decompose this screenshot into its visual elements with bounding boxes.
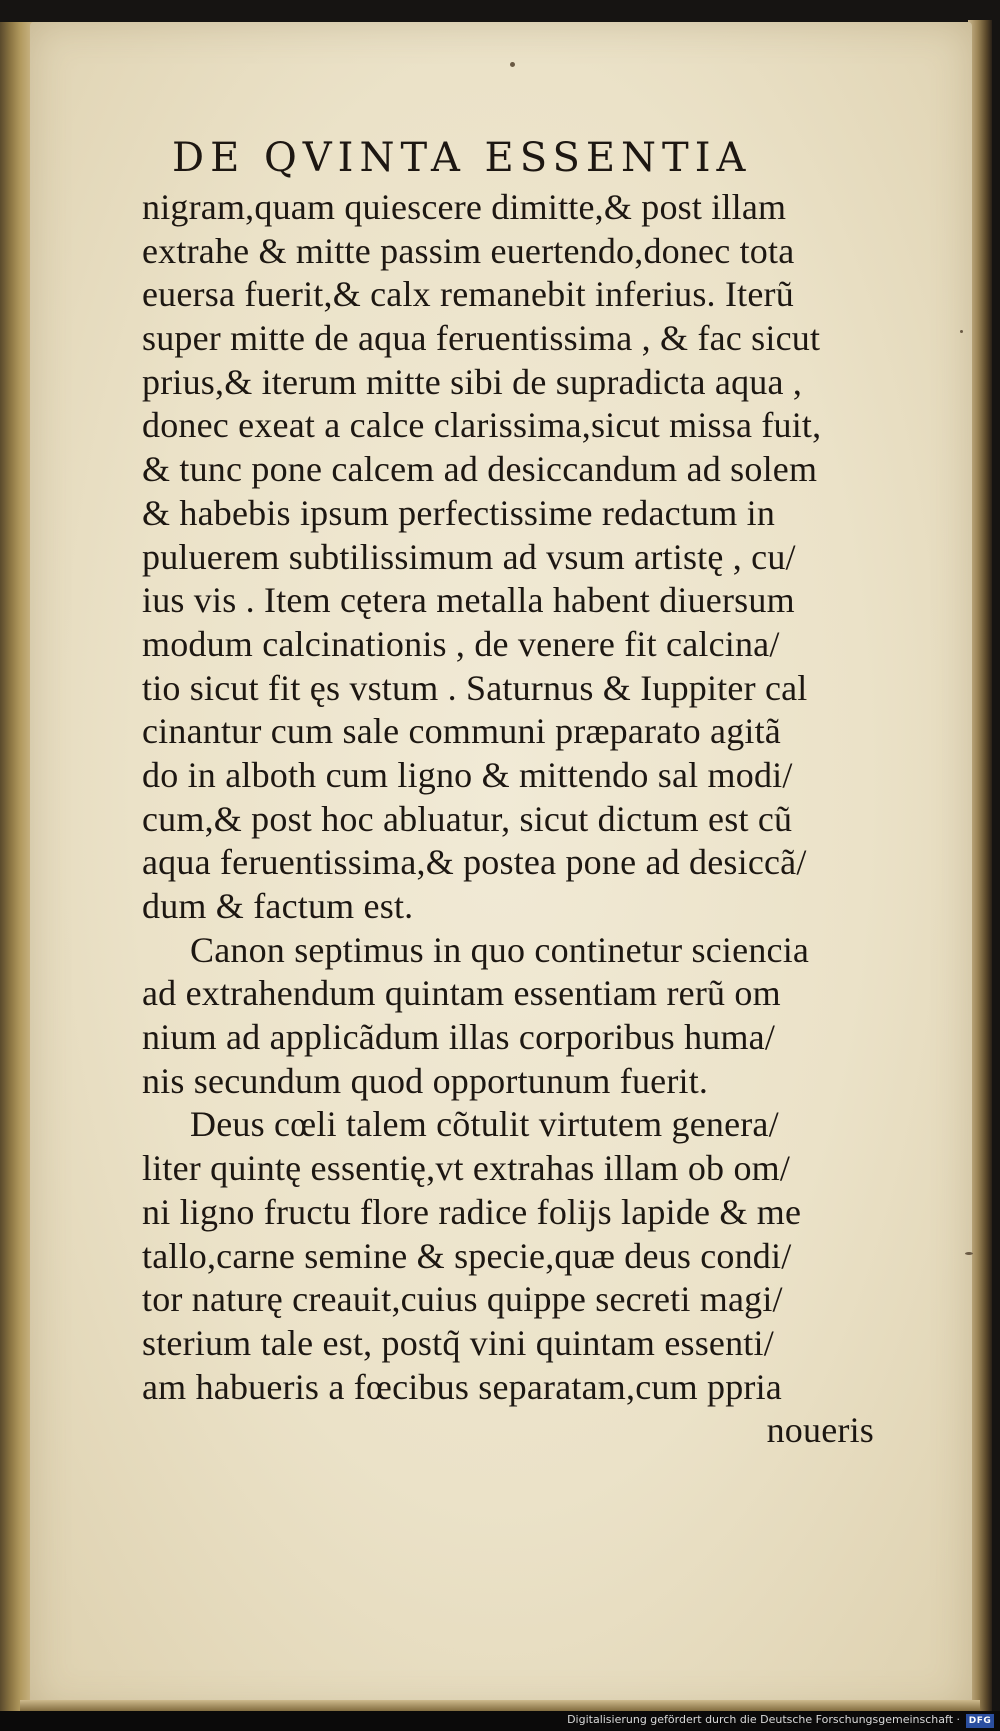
funding-credit: Digitalisierung gefördert durch die Deutsche Forschungsgemeinschaft · <box>567 1713 960 1726</box>
text-line: ad extrahendum quintam essentiam rerũ om <box>142 973 781 1014</box>
text-line: Deus cœli talem cõtulit virtutem genera/ <box>190 1104 779 1145</box>
text-line: euersa fuerit,& calx remanebit inferius. Iterũ <box>142 274 794 315</box>
text-line: tallo,carne semine & specie,quæ deus condi/ <box>142 1235 792 1276</box>
text-line: & habebis ipsum perfectissime redactum in <box>142 492 776 533</box>
running-header: DE QVINTA ESSENTIA <box>172 135 752 181</box>
text-line: do in alboth cum ligno & mittendo sal modi/ <box>142 754 793 795</box>
text-line: nium ad applicãdum illas corporibus huma/ <box>142 1017 776 1058</box>
page-speck <box>960 330 963 333</box>
text-line: & tunc pone calcem ad desiccandum ad solem <box>142 449 818 490</box>
text-line: Canon septimus in quo continetur sciencia <box>190 929 810 970</box>
text-line: aqua feruentissima,& postea pone ad desiccã/ <box>142 842 807 883</box>
text-line: sterium tale est, postq̃ vini quintam essenti/ <box>142 1322 774 1363</box>
text-line: liter quintę essentię,vt extrahas illam ob om/ <box>142 1148 791 1189</box>
page-text-block <box>142 130 882 1453</box>
text-line: cinantur cum sale communi præparato agitã <box>142 711 781 752</box>
text-line: cum,& post hoc abluatur, sicut dictum est cũ <box>142 798 793 839</box>
text-line: donec exeat a calce clarissima,sicut missa fuit, <box>142 405 822 446</box>
text-line: tor naturę creauit,cuius quippe secreti magi/ <box>142 1279 783 1320</box>
text-line: ius vis . Item cętera metalla habent diuersum <box>142 580 795 621</box>
page-speck <box>965 1252 973 1255</box>
page-speck <box>510 62 515 67</box>
footer-bar <box>0 1711 1000 1731</box>
catchword: noueris <box>766 1410 874 1451</box>
book-left-edge <box>0 22 34 1712</box>
text-line: super mitte de aqua feruentissima , & fac sicut <box>142 318 821 359</box>
text-line: ni ligno fructu flore radice folijs lapide & me <box>142 1191 802 1232</box>
text-line: tio sicut fit ęs vstum . Saturnus & Iuppiter cal <box>142 667 808 708</box>
text-line: modum calcinationis , de venere fit calcina/ <box>142 623 780 664</box>
dfg-logo-icon: DFG <box>966 1714 994 1728</box>
text-line: puluerem subtilissimum ad vsum artistę , cu/ <box>142 536 796 577</box>
text-line: nigram,quam quiescere dimitte,& post illam <box>142 187 787 227</box>
text-line: extrahe & mitte passim euertendo,donec tota <box>142 230 795 271</box>
text-line: am habueris a fœcibus separatam,cum ppria <box>142 1366 782 1407</box>
text-line: prius,& iterum mitte sibi de supradicta aqua , <box>142 361 803 402</box>
text-line: dum & factum est. <box>142 886 414 926</box>
text-line: nis secundum quod opportunum fuerit. <box>142 1060 709 1101</box>
